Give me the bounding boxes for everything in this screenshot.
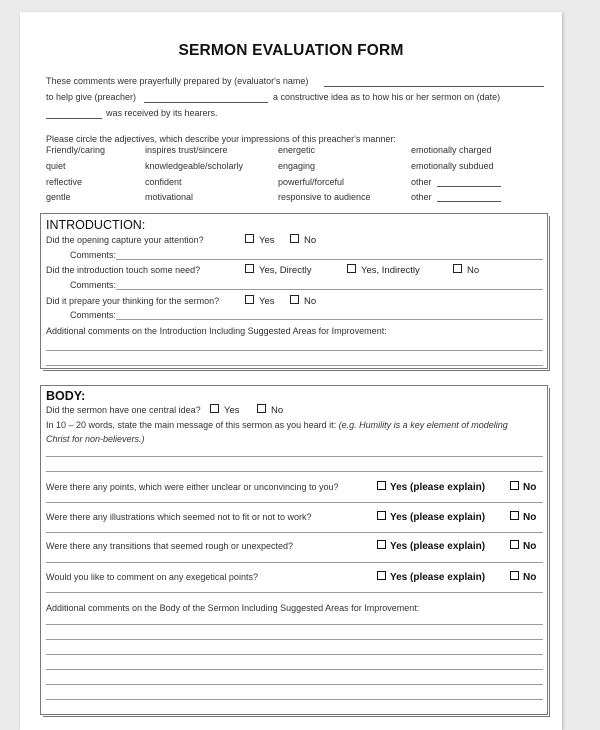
body-additional-line[interactable] [46, 669, 543, 670]
checkbox-icon [245, 295, 254, 304]
option-label: Yes [259, 235, 275, 246]
option-label: Yes (please explain) [390, 512, 486, 523]
adjective-other-field[interactable] [437, 201, 501, 202]
transitions-yes-explain-checkbox[interactable] [377, 540, 485, 552]
adjective-item[interactable]: emotionally charged [411, 145, 492, 155]
checkbox-icon [510, 571, 519, 580]
answer-line[interactable] [46, 502, 543, 503]
intro-q1-yes-checkbox[interactable] [245, 234, 275, 246]
checkbox-icon [290, 234, 299, 243]
body-heading: BODY: [46, 389, 86, 403]
transitions-no-checkbox[interactable] [510, 540, 536, 552]
checkbox-icon [510, 511, 519, 520]
adjective-item[interactable]: engaging [278, 161, 316, 171]
intro-question-need: Did the introduction touch some need? [46, 265, 201, 275]
checkbox-icon [377, 540, 386, 549]
adjectives-prompt: Please circle the adjectives, which describe your impressions of this preacher's manner: [46, 134, 396, 144]
checkbox-icon [510, 481, 519, 490]
intro-q3-yes-checkbox[interactable] [245, 295, 275, 307]
answer-line[interactable] [46, 592, 543, 593]
option-label: Yes (please explain) [390, 482, 486, 493]
body-q1-yes-checkbox[interactable] [210, 404, 240, 416]
body-question-exegetical: Would you like to comment on any exegetical points? [46, 572, 258, 582]
intro-q3-no-checkbox[interactable] [290, 295, 316, 307]
body-additional-line[interactable] [46, 654, 543, 655]
checkbox-icon [377, 571, 386, 580]
intro-additional-line[interactable] [46, 365, 543, 366]
option-label: No [523, 482, 537, 493]
checkbox-icon [347, 264, 356, 273]
adjective-item[interactable]: energetic [278, 145, 316, 155]
checkbox-icon [245, 264, 254, 273]
unclear-no-checkbox[interactable] [510, 481, 536, 493]
body-question-illustrations: Were there any illustrations which seemed not to fit or not to work? [46, 512, 312, 522]
adjective-item[interactable]: emotionally subdued [411, 161, 494, 171]
main-message-prompt: In 10 – 20 words, state the main message of this sermon as you heard it: [46, 420, 337, 430]
checkbox-icon [245, 234, 254, 243]
checkbox-icon [377, 511, 386, 520]
option-label: No [523, 541, 537, 552]
checkbox-icon [290, 295, 299, 304]
checkbox-icon [453, 264, 462, 273]
adjective-item[interactable]: quiet [46, 161, 66, 171]
intro-q1-no-checkbox[interactable] [290, 234, 316, 246]
adjective-item[interactable]: inspires trust/sincere [145, 145, 228, 155]
form-title: SERMON EVALUATION FORM [178, 42, 404, 59]
main-message-example: (e.g. Humility is a key element of modeling [338, 420, 508, 430]
checkbox-icon [257, 404, 266, 413]
adjective-item[interactable]: gentle [46, 192, 71, 202]
option-label: Yes, Directly [259, 265, 312, 276]
intro-comments-line[interactable] [116, 259, 543, 260]
intro-comments-line[interactable] [116, 289, 543, 290]
received-label: was received by its hearers. [106, 108, 218, 118]
evaluator-line-label: These comments were prayerfully prepared by (evaluator's name) [46, 76, 309, 86]
intro-comments-label: Comments: [70, 310, 117, 320]
option-label: Yes (please explain) [390, 541, 486, 552]
option-label: No [271, 405, 284, 416]
adjective-other-label: other [411, 192, 432, 202]
body-additional-line[interactable] [46, 699, 543, 700]
adjective-item[interactable]: motivational [145, 192, 194, 202]
option-label: Yes [224, 405, 240, 416]
sermon-date-label: a constructive idea as to how his or her sermon on (date) [273, 92, 501, 102]
exegetical-no-checkbox[interactable] [510, 571, 536, 583]
option-label: No [304, 235, 317, 246]
option-label: Yes (please explain) [390, 572, 486, 583]
intro-question-prepare: Did it prepare your thinking for the sermon? [46, 296, 220, 306]
evaluator-name-field[interactable] [324, 86, 544, 87]
body-additional-comments-label: Additional comments on the Body of the Sermon Including Suggested Areas for Improvement: [46, 603, 420, 613]
intro-q2-no-checkbox[interactable] [453, 264, 479, 276]
main-message-line[interactable] [46, 456, 543, 457]
option-label: No [467, 265, 480, 276]
introduction-heading: INTRODUCTION: [46, 218, 146, 232]
option-label: Yes [259, 296, 275, 307]
body-additional-line[interactable] [46, 639, 543, 640]
answer-line[interactable] [46, 532, 543, 533]
adjective-item[interactable]: reflective [46, 177, 83, 187]
option-label: No [523, 512, 537, 523]
intro-question-attention: Did the opening capture your attention? [46, 235, 204, 245]
unclear-yes-explain-checkbox[interactable] [377, 481, 485, 493]
exegetical-yes-explain-checkbox[interactable] [377, 571, 485, 583]
sermon-date-field[interactable] [46, 118, 102, 119]
body-additional-line[interactable] [46, 624, 543, 625]
checkbox-icon [510, 540, 519, 549]
adjective-item[interactable]: confident [145, 177, 182, 187]
body-question-unclear-points: Were there any points, which were either unclear or unconvincing to you? [46, 482, 339, 492]
main-message-line[interactable] [46, 471, 543, 472]
preacher-line-label: to help give (preacher) [46, 92, 137, 102]
adjective-item[interactable]: responsive to audience [278, 192, 371, 202]
form-page [20, 12, 562, 730]
intro-q2-yes-indirectly-checkbox[interactable] [347, 264, 420, 276]
adjective-item[interactable]: Friendly/caring [46, 145, 106, 155]
adjective-other-label: other [411, 177, 432, 187]
main-message-example-cont: Christ for non-believers.) [46, 434, 145, 444]
adjective-other-field[interactable] [437, 186, 501, 187]
intro-comments-label: Comments: [70, 250, 117, 260]
body-additional-line[interactable] [46, 684, 543, 685]
intro-comments-line[interactable] [116, 319, 543, 320]
illustrations-no-checkbox[interactable] [510, 511, 536, 523]
body-q1-no-checkbox[interactable] [257, 404, 283, 416]
body-question-central-idea: Did the sermon have one central idea? [46, 405, 201, 415]
option-label: No [523, 572, 537, 583]
body-question-transitions: Were there any transitions that seemed rough or unexpected? [46, 541, 293, 551]
checkbox-icon [210, 404, 219, 413]
answer-line[interactable] [46, 562, 543, 563]
option-label: Yes, Indirectly [361, 265, 420, 276]
body-question-main-message [46, 420, 508, 430]
intro-additional-line[interactable] [46, 350, 543, 351]
option-label: No [304, 296, 317, 307]
checkbox-icon [377, 481, 386, 490]
adjective-item[interactable]: powerful/forceful [278, 177, 345, 187]
illustrations-yes-explain-checkbox[interactable] [377, 511, 485, 523]
preacher-name-field[interactable] [144, 102, 268, 103]
intro-additional-comments-label: Additional comments on the Introduction Including Suggested Areas for Improvement: [46, 326, 387, 336]
intro-q2-yes-directly-checkbox[interactable] [245, 264, 311, 276]
intro-comments-label: Comments: [70, 280, 117, 290]
adjective-item[interactable]: knowledgeable/scholarly [145, 161, 244, 171]
